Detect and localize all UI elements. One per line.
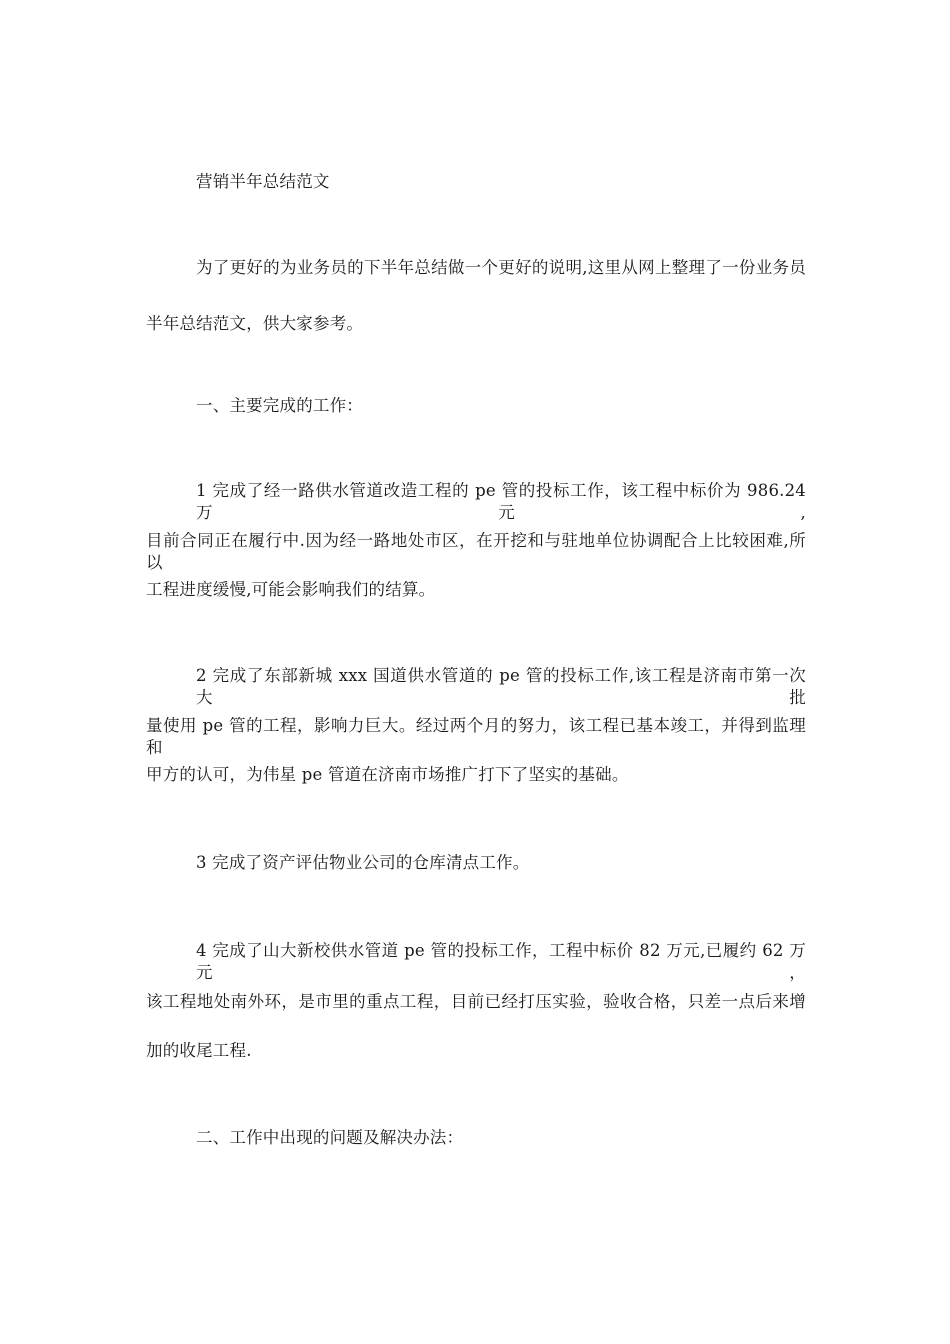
paragraph-line: 该工程地处南外环，是市里的重点工程，目前已经打压实验，验收合格，只差一点后来增 [146, 992, 806, 1011]
work-item-3: 3 完成了资产评估物业公司的仓库清点工作。 [196, 853, 530, 872]
paragraph-line: 目前合同正在履行中.因为经一路地处市区，在开挖和与驻地单位协调配合上比较困难,所以 [146, 531, 806, 572]
paragraph-line: 甲方的认可，为伟星 pe 管道在济南市场推广打下了坚实的基础。 [146, 765, 629, 784]
document-title: 营销半年总结范文 [196, 172, 330, 191]
paragraph-line: 量使用 pe 管的工程，影响力巨大。经过两个月的努力，该工程已基本竣工，并得到监理和 [146, 716, 806, 757]
paragraph-line: 2 完成了东部新城 xxx 国道供水管道的 pe 管的投标工作,该工程是济南市第一次大批 [196, 666, 806, 707]
paragraph-line: 1 完成了经一路供水管道改造工程的 pe 管的投标工作，该工程中标价为 986.24 万元, [196, 481, 806, 522]
paragraph-line: 加的收尾工程. [146, 1041, 252, 1060]
paragraph-line: 工程进度缓慢,可能会影响我们的结算。 [146, 580, 436, 599]
section-heading-problems: 二、工作中出现的问题及解决办法： [196, 1128, 464, 1147]
section-heading-main-work: 一、主要完成的工作： [196, 396, 363, 415]
paragraph-line: 半年总结范文，供大家参考。 [146, 314, 364, 333]
paragraph-line: 4 完成了山大新校供水管道 pe 管的投标工作，工程中标价 82 万元,已履约 62 万元， [196, 941, 806, 982]
paragraph-line: 为了更好的为业务员的下半年总结做一个更好的说明,这里从网上整理了一份业务员 [196, 258, 806, 277]
